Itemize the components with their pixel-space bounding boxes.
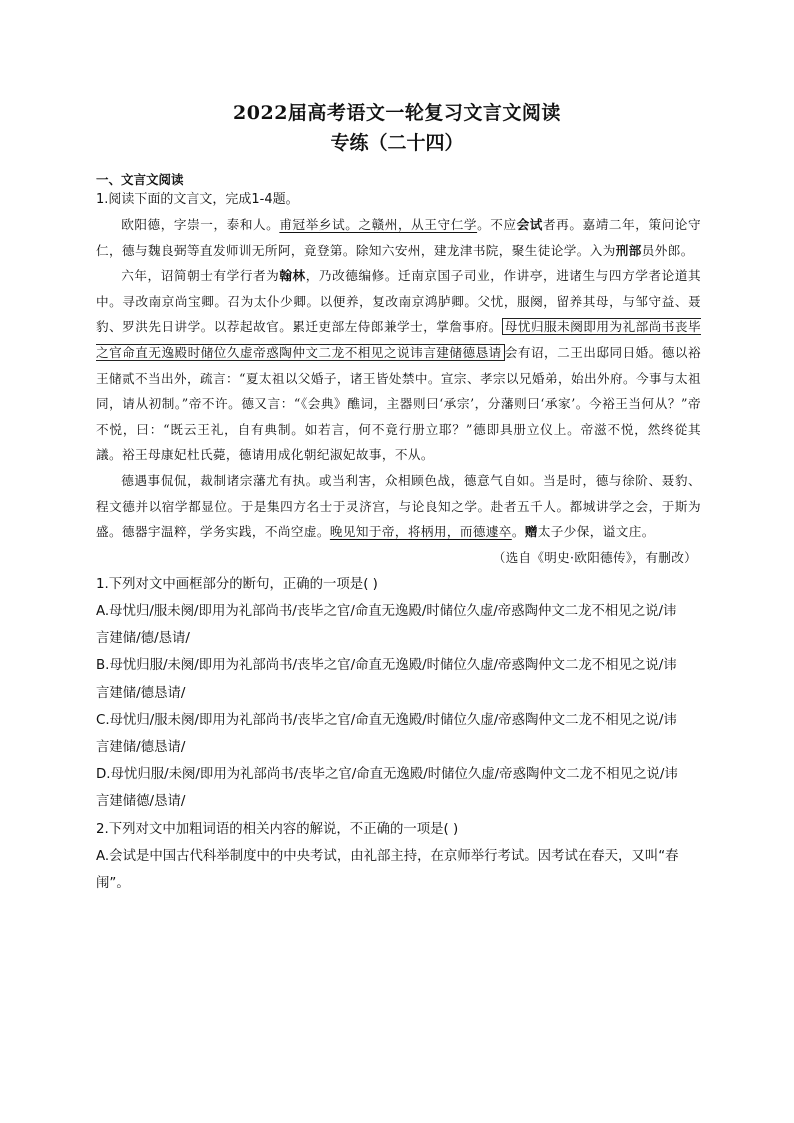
passage-paragraph-1 xyxy=(96,212,701,263)
bold-term-hanlin: 翰林 xyxy=(279,268,306,284)
question-1-option-a xyxy=(96,598,701,652)
text-run: 员外郎。 xyxy=(641,242,694,258)
text-run: ，乃改德编修。迁南京国子司业，作讲亭，进诸生与四方学者论道其中。寻改南京尚宝卿。召为太仆少卿。以便养，复改南京鸿胪卿。父忧，服阕，留养其母，与邹守益、聂豹、罗洪先日讲学。以荐起故官。累迁吏部左侍郎兼学士，掌詹事府。 xyxy=(96,268,701,335)
page-title: 2022届高考语文一轮复习文言文阅读 xyxy=(233,102,561,124)
underlined-sentence: 甫冠举乡试。之赣州，从王守仁学 xyxy=(279,217,478,232)
text-run: 欧阳德，字崇一，泰和人。 xyxy=(121,217,280,232)
option-line: C.母忧归/服未阕/即用为礼部尚书/丧毕之官/命直无逸殿/时储位久虚/帝惑陶仲文二龙不相见之说/讳 xyxy=(96,712,677,728)
page-subtitle: 专练（二十四） xyxy=(330,132,464,154)
question-1-stem: 1.下列对文中画框部分的断句，正确的一项是( ) xyxy=(96,576,378,592)
bold-term-zeng: 赠 xyxy=(524,524,538,540)
bold-term-huishi: 会试 xyxy=(516,217,543,232)
question-1-option-d xyxy=(96,761,701,815)
text-run: 者再。嘉靖二年，策问论守仁，德与魏良弼等直发师训无所阿，竟登第。除知六安州，建龙津书院，聚生徒论学。入为 xyxy=(96,217,701,258)
option-line: B.母忧归服/未阕/即用为礼部尚书/丧毕之官/命直无逸殿/时储位久虚/帝惑陶仲文二龙不相见之说/讳 xyxy=(96,658,677,674)
passage-paragraph-3 xyxy=(96,468,701,545)
option-line: 闱”。 xyxy=(96,875,130,891)
question-1-option-c xyxy=(96,707,701,761)
option-line: 言建储/德恳请/ xyxy=(96,739,186,755)
option-line: A.母忧归/服未阕/即用为礼部尚书/丧毕之官/命直无逸殿/时储位久虚/帝惑陶仲文二龙不相见之说/讳 xyxy=(96,603,677,619)
question-1-option-b xyxy=(96,652,701,706)
section-heading: 一、文言文阅读 xyxy=(96,172,184,187)
bold-term-xingbu: 刑部 xyxy=(615,242,642,258)
option-line: 言建储/德/恳请/ xyxy=(96,631,190,647)
option-line: D.母忧归服/未阕/即用为礼部尚书/丧毕之官/命直无逸殿/时储位久虚/帝惑陶仲文二龙不相见之说/讳 xyxy=(96,767,678,783)
instruction: 1.阅读下面的文言文，完成1-4题。 xyxy=(96,192,299,207)
option-line: 言建储德/恳请/ xyxy=(96,794,186,810)
classical-passage xyxy=(96,212,701,545)
document-body xyxy=(96,170,701,897)
text-run: 德遇事侃侃，裁制诸宗藩尤有执。或当利害，众相顾色战，德意气自如。当是时，德与徐阶、聂豹、程文德并以宿学都显位。于是集四方名士于灵济宫，与论良知之学。赴者五千人。都城讲学之会，于斯为盛。德器宇温粹，学务实践，不尚空虚。 xyxy=(96,472,701,540)
passage-paragraph-2 xyxy=(96,263,701,468)
question-2-option-a xyxy=(96,843,701,897)
boxed-segment: 母忧归服未阕即用为礼部尚书丧毕之官命直无逸殿时储位久虚帝惑陶仲文二龙不相见之说讳言建储德恳请 xyxy=(96,319,702,360)
source-citation: （选自《明史·欧阳德传》，有删改） xyxy=(492,549,697,565)
text-run: 。 xyxy=(511,524,525,540)
text-run: 会有诏，二王出邸同日婚。德以裕王储贰不当出外，疏言：“夏太祖以父婚子，诸王皆处禁中。宣宗、孝宗以兄婚弟，始出外府。今事与太祖同，请从初制。”帝不许。德又言：“《会典》醮词，主器则曰‘承宗’，分藩则曰‘承家’。今裕王当何从？”帝不悦，曰：“既云王礼，自有典制。如若言，何不竟行册立耶？”德即具册立仪上。帝滋不悦，然终從其議。裕王母康妃杜氏薨，德请用成化朝纪淑妃故事，不从。 xyxy=(96,344,702,463)
text-run: 太子少保，谥文庄。 xyxy=(537,524,655,540)
text-run: 六年，诏简朝士有学行者为 xyxy=(121,268,280,284)
text-run: 。不应 xyxy=(477,217,517,232)
underlined-sentence: 晚见知于帝，将柄用，而德遽卒 xyxy=(329,524,512,540)
option-line: A.会试是中国古代科举制度中的中央考试，由礼部主持，在京师举行考试。因考试在春天，又叫“春 xyxy=(96,848,679,864)
option-line: 言建储/德恳请/ xyxy=(96,685,186,701)
question-2-stem: 2.下列对文中加粗词语的相关内容的解说，不正确的一项是( ) xyxy=(96,821,459,837)
